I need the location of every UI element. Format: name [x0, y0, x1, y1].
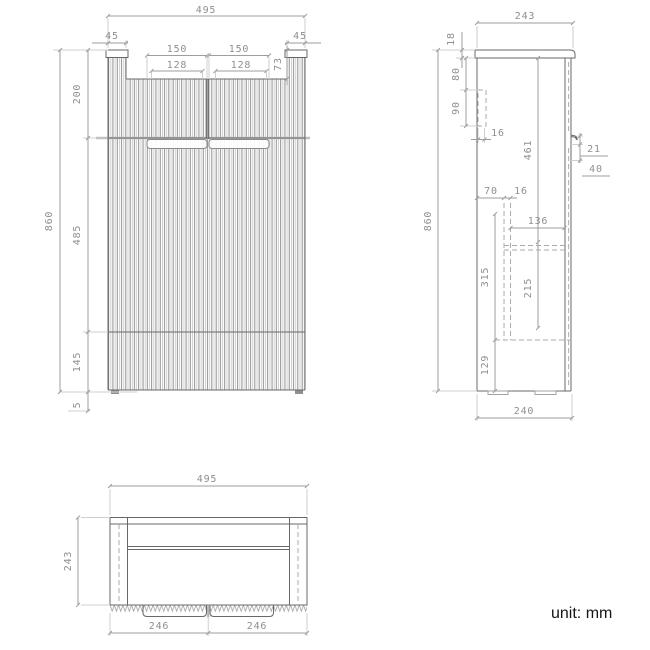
- dim-front-upper-section: 200: [72, 83, 83, 105]
- dim-side-upper-offset: 80: [451, 67, 462, 81]
- dim-top-half-left: 246: [148, 621, 170, 632]
- dim-side-top-thickness: 18: [446, 32, 457, 46]
- front-foot-right: [295, 391, 303, 395]
- top-view: [63, 474, 309, 636]
- dim-front-overall-height: 860: [44, 210, 55, 232]
- dim-side-base-zone: 129: [480, 354, 491, 376]
- dim-side-handle-lip: 21: [587, 144, 601, 155]
- dim-side-drawer-zone: 315: [480, 266, 491, 288]
- dim-side-drawer-inset: 70: [484, 186, 498, 197]
- dim-front-panel-left: 45: [105, 31, 119, 42]
- top-hidden-lines: [119, 524, 298, 605]
- dim-side-overall-depth: 243: [514, 11, 536, 22]
- side-hidden-lines: [478, 62, 571, 388]
- dim-side-bracket-thickness: 16: [491, 128, 505, 139]
- side-foot-front: [535, 391, 556, 395]
- dim-front-lower-section: 145: [72, 351, 83, 373]
- dim-front-recess-right: 128: [230, 60, 252, 71]
- unit-label: unit: mm: [551, 605, 613, 622]
- dim-side-handle-clearance: 40: [589, 164, 603, 175]
- side-handle-lip: [571, 135, 577, 139]
- front-view: [44, 5, 321, 413]
- dim-side-panel-thickness: 16: [514, 186, 528, 197]
- dim-front-overall-width: 495: [195, 5, 217, 16]
- front-handle-groove-left: [147, 140, 207, 149]
- dim-front-middle-section: 485: [72, 224, 83, 246]
- dim-side-overall-height: 860: [423, 210, 434, 232]
- side-view: [423, 11, 610, 421]
- dim-front-recess-left: 128: [166, 60, 188, 71]
- side-dimension-lines: [438, 23, 610, 418]
- dim-side-bottom-depth: 240: [513, 406, 535, 417]
- dim-front-handle-right: 150: [228, 44, 250, 55]
- dim-top-overall-depth: 243: [63, 550, 74, 572]
- top-outline: [110, 518, 307, 606]
- side-foot-back: [488, 391, 508, 395]
- dim-side-door-height: 461: [523, 139, 534, 161]
- dim-front-floor-gap: 5: [72, 401, 83, 409]
- dim-front-panel-right: 45: [293, 31, 307, 42]
- dim-side-shelf-zone: 215: [523, 277, 534, 299]
- dim-front-handle-left: 150: [166, 44, 188, 55]
- dim-top-overall-width: 495: [196, 474, 218, 485]
- dim-front-top-drop: 73: [273, 57, 284, 71]
- dim-side-shelf-depth: 136: [527, 216, 549, 227]
- side-extension-lines: [432, 26, 583, 421]
- front-handle-groove-right: [209, 140, 269, 149]
- dim-top-half-right: 246: [246, 621, 268, 632]
- dim-side-bracket-height: 90: [451, 101, 462, 115]
